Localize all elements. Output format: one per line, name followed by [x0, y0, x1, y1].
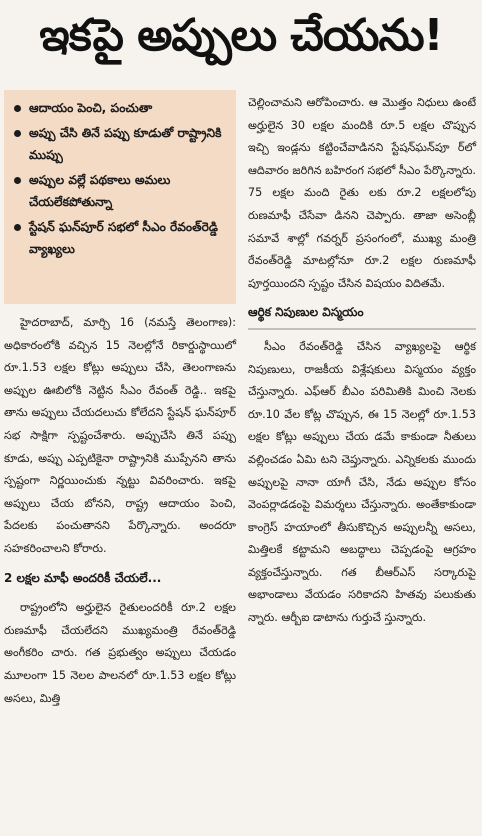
subheading: 2 లక్షల మాఫీ అందరికీ చేయలే... — [4, 570, 162, 585]
highlight-text: అప్పుల వల్లే పథకాలు అమలు చేయలేకపోతున్నా — [29, 173, 171, 209]
headline: ఇకపై అప్పులు చేయను! — [39, 10, 443, 61]
highlight-item — [12, 97, 230, 119]
body-paragraph: చెల్లించామని ఆరోపించారు. ఆ మొత్తం నిధులు ఉంటే అర్హులైన 30 లక్షల మందికి రూ.5 లక్షల చొప్పున ఇచ్చి ఇండ్లను కట్టించేవాడినని స్టేషన్‌ఘన్‌పూ ర్‌లో ఆదివారం జరిగిన బహిరంగ సభలో సీఎం పేర్కొన్నారు. 75 లక్షల మంది రైతు లకు రూ.2 లక్షలలోపు రుణమాఫీ చేసేవా డినని చెప్పారు. తాజా అసెంబ్లీ సమావే శాల్లో గవర్నర్ ప్రసంగంలో, ముఖ్య మంత్రి రేవంత్‌రెడ్డి మాటల్లోనూ రూ.2 లక్షల రుణమాఫీ పూర్తయిందని స్పష్టం చేసిన విషయం విదితమే. — [248, 96, 476, 290]
left-column — [4, 90, 236, 716]
highlight-item — [12, 216, 230, 260]
bullet-icon — [14, 105, 21, 112]
highlight-text: స్టేషన్ ఘన్‌పూర్ సభలో సీఎం రేవంత్‌రెడ్డి వ్యాఖ్యలు — [29, 220, 218, 256]
highlight-text: అప్పు చేసి తినే పప్పు కూడుతో రాష్ట్రానికి ముప్పు — [29, 126, 222, 162]
highlight-item — [12, 122, 230, 166]
bullet-icon — [14, 224, 21, 231]
body-paragraph: రాష్ట్రంలోని అర్హులైన రైతులందరికీ రూ.2 లక్షల రుణమాఫీ చేయలేదని ముఖ్యమంత్రి రేవంత్‌రెడ్డి అంగీకరిం చారు. గత ప్రభుత్వం అప్పులు చేయడం మూలంగా 15 నెలల పాలనలో రూ.1.53 లక్షల కోట్లు అసలు, మిత్తి — [4, 601, 236, 705]
highlight-text: ఆదాయం పెంచి, పంచుతా — [29, 101, 153, 115]
body-paragraph: సీఎం రేవంత్‌రెడ్డి చేసిన వ్యాఖ్యలపై ఆర్థిక నిపుణులు, రాజకీయ విశ్లేషకులు విస్మయం వ్యక్తం చేస్తున్నారు. ఎఫ్‌ఆర్ బీఎం పరిమితికి మించి నెలకు రూ.10 వేల కోట్ల చొప్పున, ఈ 15 నెలల్లో రూ.1.53 లక్షల కోట్లు అప్పులు చేయ డమే కాకుండా నీతులు వల్లించడం ఏమి టని చెప్తున్నారు. ఎన్నికలకు ముందు అప్పులపై నానా యాగీ చేసి, నేడు అప్పుల కోసం వెంపర్లాడడంపై విమర్శలు చేస్తున్నారు. అంతేకాకుండా కాంగ్రెస్ హయాంలో తీసుకొచ్చిన అప్పులన్నీ అసలు, మిత్తిలకే కట్టామని అబద్ధాలు చెప్పడంపై ఆగ్రహం వ్యక్తంచేస్తున్నారు. గత బీఆర్‌ఎస్ సర్కారుపై అభాండాలు వేయడం సరికాదని హితవు పలుకుతు న్నారు. ఆర్బీఐ డాటాను గుర్తుచే స్తున్నారు. — [248, 339, 476, 625]
subheading: ఆర్థిక నిపుణుల విస్మయం — [248, 301, 476, 330]
body-paragraph: హైదరాబాద్, మార్చి 16 (నమస్తే తెలంగాణ): అధికారంలోకి వచ్చిన 15 నెలల్లోనే రికార్డుస్థాయిలో రూ.1.53 లక్షల కోట్లు అప్పులు చేసి, తెలంగాణను అప్పుల ఊబిలోకి నెట్టిన సీఎం రేవంత్ రెడ్డి.. ఇకపై తాను అప్పులు చేయదలుచు కోలేదని స్టేషన్ ఘన్‌పూర్ సభ సాక్షిగా స్పష్టంచేశారు. అప్పుచేసి తినే పప్పు కూడు, అప్పు ఎప్పటికైనా రాష్ట్రానికి ముప్పేనని తాను స్పష్టంగా నిర్ణయించుకు న్నట్టు వివరించారు. ఇకపై అప్పులు చేయ బోనని, రాష్ట్ర ఆదాయం పెంచి, పేదలకు పంచుతానని పేర్కొన్నారు. అందరూ సహకరించాలని కోరారు. — [4, 316, 236, 555]
bullet-icon — [14, 177, 21, 184]
highlights-box — [4, 90, 236, 304]
highlight-item — [12, 169, 230, 213]
bullet-icon — [14, 130, 21, 137]
right-column — [248, 92, 476, 636]
